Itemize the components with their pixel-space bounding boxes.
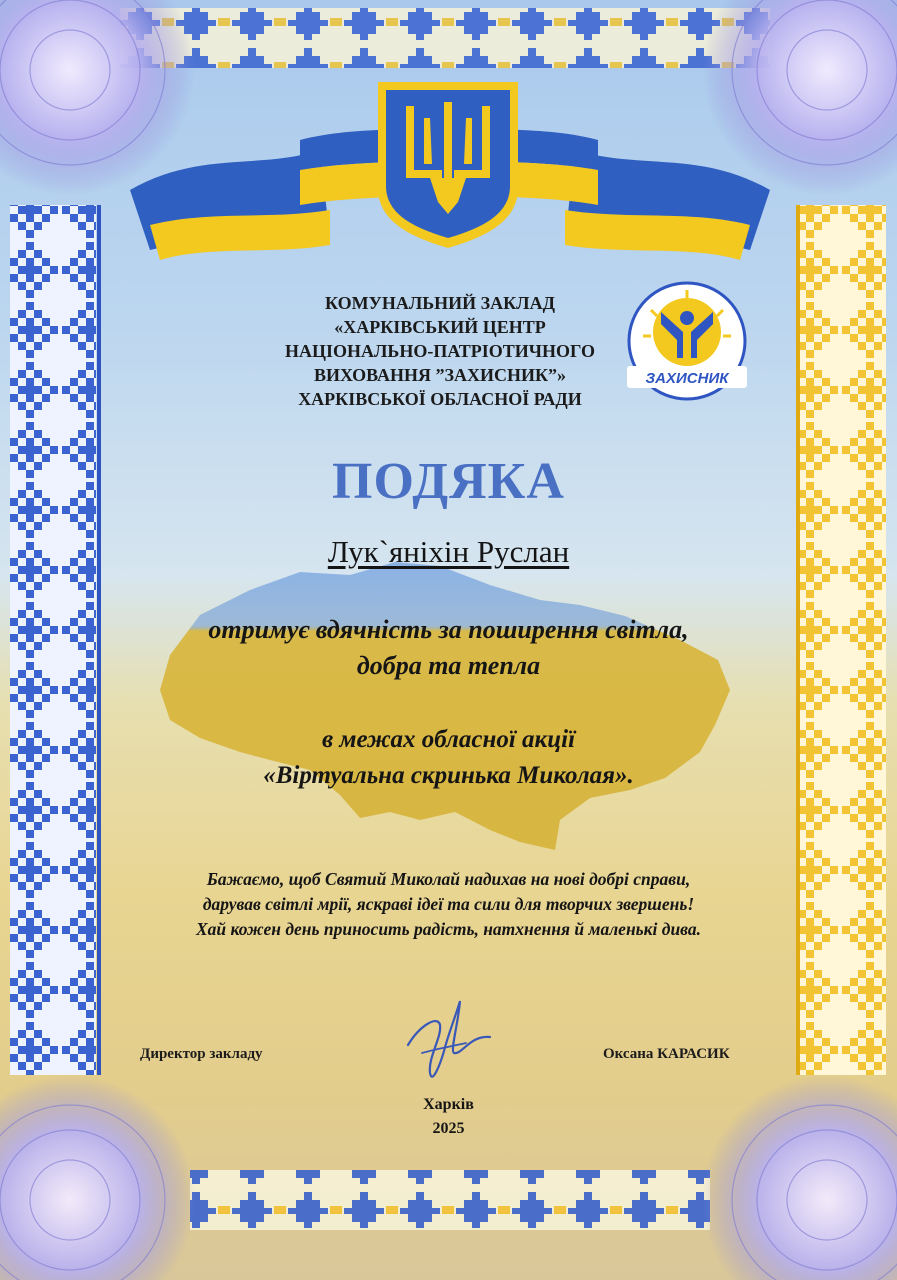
trident-icon: [372, 78, 524, 250]
org-line: НАЦІОНАЛЬНО-ПАТРІОТИЧНОГО: [285, 341, 595, 361]
org-line: «ХАРКІВСЬКИЙ ЦЕНТР: [334, 317, 546, 337]
wishes-line-3: Хай кожен день приносить радість, натхнення й маленькі дива.: [196, 919, 701, 939]
zakhysnyk-logo: [621, 280, 753, 402]
org-line: ХАРКІВСЬКОЇ ОБЛАСНОЇ РАДИ: [298, 389, 582, 409]
org-line: КОМУНАЛЬНИЙ ЗАКЛАД: [325, 293, 555, 313]
signatory-name: Оксана КАРАСИК: [603, 1046, 730, 1062]
place: Харків: [423, 1096, 474, 1113]
certificate-title: ПОДЯКА: [332, 453, 565, 510]
gratitude-line-2: добра та тепла: [356, 651, 541, 680]
wishes-line-2: дарував світлі мрії, яскраві ідеї та сили для творчих звершень!: [202, 894, 695, 914]
campaign-text: [0, 722, 897, 794]
campaign-line-2: «Віртуальна скринька Миколая».: [263, 762, 634, 789]
year: 2025: [432, 1120, 465, 1137]
wishes-line-1: Бажаємо, щоб Святий Миколай надихав на нові добрі справи,: [206, 869, 691, 889]
gratitude-line-1: отримує вдячність за поширення світла,: [208, 615, 689, 644]
wishes-text: [0, 867, 897, 942]
org-line: ВИХОВАННЯ ”ЗАХИСНИК”»: [313, 365, 567, 385]
gratitude-text: [0, 612, 897, 684]
handwritten-signature: [400, 995, 500, 1095]
signatory-position: Директор закладу: [140, 1046, 263, 1062]
place-and-year: [0, 1093, 897, 1141]
recipient-name: Лук`яніхін Руслан: [327, 534, 570, 569]
campaign-line-1: в межах обласної акції: [321, 726, 576, 753]
logo-text: ЗАХИСНИК: [645, 370, 729, 387]
organization-header: [240, 291, 640, 411]
